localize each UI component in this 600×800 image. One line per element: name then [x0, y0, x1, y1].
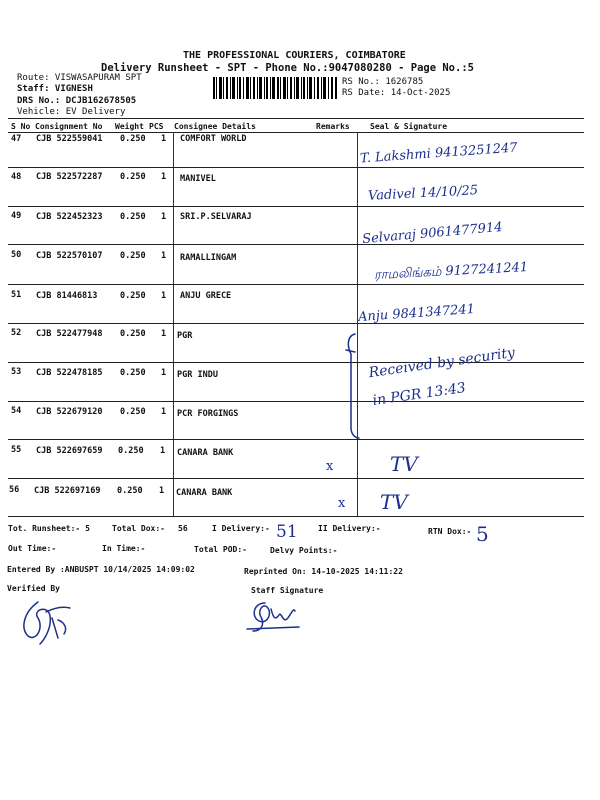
company-title: THE PROFESSIONAL COURIERS, COIMBATORE: [183, 50, 406, 61]
row-rule: [8, 167, 584, 168]
runsheet-subtitle: Delivery Runsheet - SPT - Phone No.:9047080280 - Page No.:5: [101, 62, 474, 74]
col-weight: Weight: [115, 122, 144, 131]
row-pcs: 1: [161, 368, 167, 378]
entered-by: Entered By :ANBUSPT 10/14/2025 14:09:02: [7, 565, 195, 574]
handwritten-note-pgr: Received by security in PGR 13:43: [367, 344, 516, 409]
col-consignee: Consignee Details: [174, 122, 256, 131]
col-consignment: Consignment No: [35, 122, 103, 131]
row-weight: 0.250: [120, 368, 146, 378]
table-header-rule: [8, 132, 584, 133]
table-top-rule: [8, 118, 584, 119]
table-bottom-rule: [8, 516, 584, 517]
ii-delivery-label: II Delivery:-: [318, 524, 381, 533]
row-consignee: CANARA BANK: [176, 488, 233, 498]
row-weight: 0.250: [120, 291, 146, 301]
row-consignment: CJB 522452323: [36, 212, 103, 222]
remark-x-55: x: [326, 459, 334, 474]
row-pcs: 1: [161, 291, 167, 301]
row-consignee: CANARA BANK: [177, 448, 234, 458]
route: Route: VISWASAPURAM SPT: [17, 73, 142, 83]
col-pcs: PCS: [149, 122, 164, 131]
row-weight: 0.250: [120, 134, 146, 144]
handwritten-signature-49: Selvaraj 9061477914: [361, 219, 504, 248]
reprinted-on: Reprinted On: 14-10-2025 14:11:22: [244, 567, 403, 576]
handwritten-signature-51: Anju 9841347241: [357, 301, 476, 326]
remark-x-56: x: [338, 496, 346, 511]
row-consignee: ANJU GRECE: [180, 291, 232, 301]
handwritten-signature-47: T. Lakshmi 9413251247: [359, 140, 519, 167]
drs-number: DRS No.: DCJB162678505: [17, 96, 137, 106]
row-consignee: PCR FORGINGS: [177, 409, 239, 419]
row-sno: 49: [11, 211, 22, 221]
col-remarks: Remarks: [316, 122, 350, 131]
row-rule: [8, 206, 584, 207]
row-pcs: 1: [161, 172, 167, 182]
row-pcs: 1: [161, 251, 167, 261]
row-weight: 0.250: [118, 446, 144, 456]
col-divider: [173, 132, 174, 516]
rtn-dox-label: RTN Dox:-: [428, 527, 472, 536]
row-sno: 51: [11, 290, 22, 300]
bracket-mark: [343, 332, 363, 442]
row-weight: 0.250: [120, 172, 146, 182]
row-weight: 0.250: [120, 251, 146, 261]
row-rule: [8, 244, 584, 245]
row-sno: 55: [11, 445, 22, 455]
col-sno: S No: [11, 122, 31, 131]
staff-signature-label: Staff Signature: [251, 586, 324, 595]
row-sno: 54: [11, 406, 22, 416]
row-consignment: CJB 522570107: [36, 251, 103, 261]
row-consignee: PGR INDU: [177, 370, 218, 380]
row-consignment: CJB 522697659: [36, 446, 103, 456]
row-consignee: PGR: [177, 331, 193, 341]
delvy-points: Delvy Points:-: [270, 546, 338, 555]
row-consignment: CJB 522559041: [36, 134, 103, 144]
row-consignment: CJB 522478185: [36, 368, 103, 378]
row-consignment: CJB 81446813: [36, 291, 98, 301]
handwritten-tv-55: TV: [390, 452, 418, 476]
row-sno: 47: [11, 134, 22, 144]
row-consignee: RAMALLINGAM: [180, 253, 237, 263]
row-consignee: MANIVEL: [180, 174, 216, 184]
handwritten-signature-50: ராமலிங்கம் 9127241241: [373, 259, 529, 284]
total-pod: Total POD:-: [194, 545, 247, 554]
row-rule: [8, 323, 584, 324]
i-delivery-label: I Delivery:-: [212, 524, 270, 533]
row-weight: 0.250: [120, 407, 146, 417]
rs-number: RS No.: 1626785: [342, 77, 424, 87]
row-sno: 52: [11, 328, 22, 338]
row-pcs: 1: [161, 134, 167, 144]
row-rule: [8, 478, 584, 479]
row-pcs: 1: [159, 486, 165, 496]
in-time: In Time:-: [102, 544, 146, 553]
staff-signature-mark: [243, 597, 303, 637]
rtn-dox-value: 5: [476, 522, 489, 546]
row-weight: 0.250: [117, 486, 143, 496]
row-weight: 0.250: [120, 212, 146, 222]
row-weight: 0.250: [120, 329, 146, 339]
row-consignee: COMFORT WORLD: [180, 134, 247, 144]
handwritten-tv-56: TV: [380, 490, 408, 514]
vehicle: Vehicle: EV Delivery: [17, 107, 126, 117]
total-dox-value: 56: [178, 524, 188, 533]
row-consignment: CJB 522679120: [36, 407, 103, 417]
row-consignee: SRI.P.SELVARAJ: [180, 212, 252, 222]
row-sno: 53: [11, 367, 22, 377]
row-rule: [8, 439, 584, 440]
col-seal-signature: Seal & Signature: [370, 122, 448, 131]
row-rule: [8, 284, 584, 285]
row-consignment: CJB 522572287: [36, 172, 103, 182]
row-pcs: 1: [161, 329, 167, 339]
row-sno: 56: [9, 485, 20, 495]
i-delivery-value: 51: [276, 522, 298, 542]
verified-by-label: Verified By: [7, 584, 60, 593]
total-runsheet: Tot. Runsheet:- 5: [8, 524, 90, 533]
staff-name: Staff: VIGNESH: [17, 84, 93, 94]
total-dox-label: Total Dox:-: [112, 524, 165, 533]
row-sno: 50: [11, 250, 22, 260]
handwritten-signature-48: Vadivel 14/10/25: [367, 183, 479, 204]
row-sno: 48: [11, 172, 22, 182]
row-pcs: 1: [161, 212, 167, 222]
row-consignment: CJB 522697169: [34, 486, 101, 496]
rs-date: RS Date: 14-Oct-2025: [342, 88, 451, 98]
row-pcs: 1: [161, 407, 167, 417]
row-pcs: 1: [160, 446, 166, 456]
barcode: [213, 77, 337, 99]
verified-by-signature: [18, 598, 78, 648]
row-consignment: CJB 522477948: [36, 329, 103, 339]
row-rule: [8, 401, 584, 402]
out-time: Out Time:-: [8, 544, 57, 553]
